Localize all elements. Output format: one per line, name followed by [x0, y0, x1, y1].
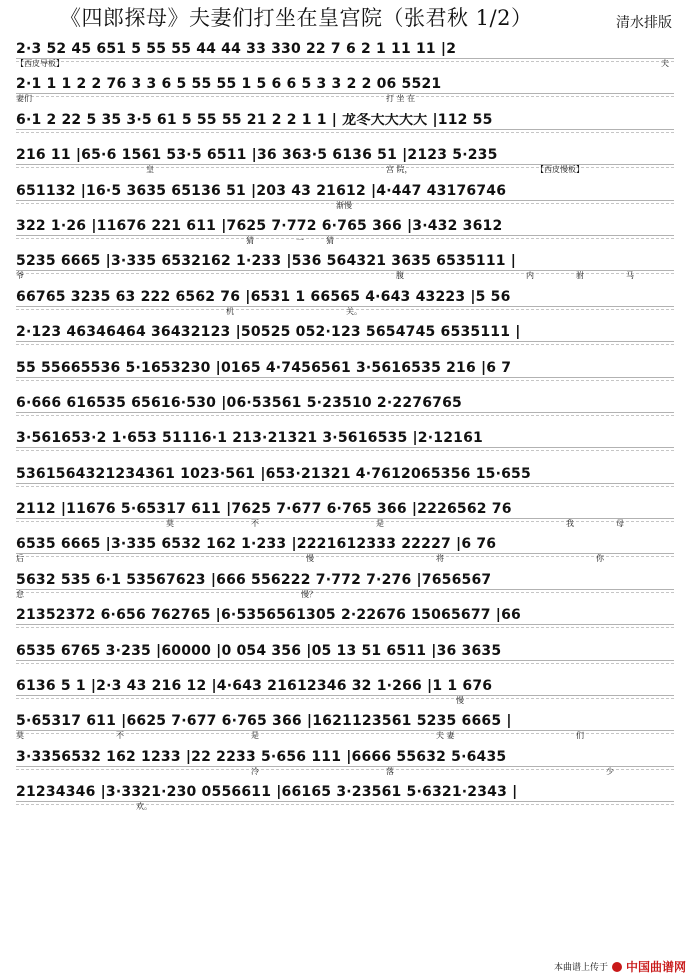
score-line	[16, 69, 674, 104]
lyric-text: 后	[16, 554, 24, 564]
beam-line	[16, 553, 674, 554]
beam-line	[16, 627, 674, 628]
beam-line	[16, 450, 674, 451]
notation-text: 2112 |11676 5·65317 611 |7625 7·677 6·765 366 |2226562 76	[16, 502, 512, 517]
typesetter-credit: 清水排版	[616, 15, 672, 31]
notation-text: 651132 |16·5 3635 65136 51 |203 43 21612 |4·447 43176746	[16, 183, 507, 198]
notation-text: 322 1·26 |11676 221 611 |7625 7·772 6·765 366 |3·432 3612	[16, 218, 503, 233]
beam-line	[16, 769, 674, 770]
lyric-text: 母	[616, 519, 624, 529]
lyric-text: 机	[226, 306, 234, 316]
notation-text: 5632 535 6·1 53567623 |666 556222 7·772 7·276 |7656567	[16, 572, 492, 587]
beam-line	[16, 132, 674, 133]
beam-line	[16, 804, 674, 805]
lyric-text: 欢。	[136, 802, 152, 812]
upload-note: 本曲谱上传于	[553, 963, 608, 973]
score-line	[16, 317, 674, 352]
notation-text: 21352372 6·656 762765 |6·5356561305 2·22676 15065677 |66	[16, 608, 521, 623]
beam-line	[16, 415, 674, 416]
site-logo-icon	[612, 962, 622, 972]
beam-line	[16, 589, 674, 590]
score-line	[16, 706, 674, 741]
lyric-text: 关。	[346, 306, 362, 316]
beam-line	[16, 695, 674, 696]
lyric-text: 夫 妻	[436, 731, 455, 741]
lyric-text: 我	[566, 519, 574, 529]
beam-line	[16, 344, 674, 345]
lyric-text: 【西皮慢板】	[536, 165, 584, 175]
lyric-text: 不	[251, 519, 259, 529]
beam-line	[16, 556, 674, 557]
score-line	[16, 176, 674, 211]
notation-text: 3·3356532 162 1233 |22 2233 5·656 111 |6666 55632 5·6435	[16, 749, 507, 764]
beam-line	[16, 486, 674, 487]
lyric-text: 猜	[326, 235, 334, 245]
score-line	[16, 777, 674, 812]
beam-line	[16, 93, 674, 94]
beam-line	[16, 660, 674, 661]
lyric-text: 猜	[246, 235, 254, 245]
lyric-text: 腹	[396, 271, 404, 281]
notation-text: 66765 3235 63 222 6562 76 |6531 1 66565 4·643 43223 |5 56	[16, 289, 511, 304]
score-line	[16, 140, 674, 175]
notation-text: 2·1 1 1 2 2 76 3 3 6 5 55 55 1 5 6 6 5 3 3 2 2 06 5521	[16, 77, 442, 92]
notation-text: 3·561653·2 1·653 51116·1 213·21321 3·5616535 |2·12161	[16, 431, 483, 446]
lyric-text: 莫	[16, 731, 24, 741]
site-logo-text: 中国曲谱网	[625, 960, 686, 974]
score-line	[16, 565, 674, 600]
beam-line	[16, 377, 674, 378]
lyric-text: 打 坐 在	[386, 94, 416, 104]
lyric-text: 一	[296, 235, 304, 245]
lyric-text: 将	[436, 554, 444, 564]
score-line	[16, 600, 674, 635]
beam-line	[16, 624, 674, 625]
lyric-text: 马	[626, 271, 634, 281]
beam-line	[16, 129, 674, 130]
lyric-text: 你	[596, 554, 604, 564]
beam-line	[16, 521, 674, 522]
lyric-text: 爷	[16, 271, 24, 281]
score-line	[16, 282, 674, 317]
score-line	[16, 529, 674, 564]
score-line	[16, 105, 674, 140]
beam-line	[16, 592, 674, 593]
lyric-text: 驸	[576, 271, 584, 281]
beam-line	[16, 96, 674, 97]
footer	[554, 958, 686, 975]
score-line	[16, 423, 674, 458]
lyric-text: 皇	[146, 165, 154, 175]
beam-line	[16, 483, 674, 484]
beam-line	[16, 801, 674, 802]
beam-line	[16, 766, 674, 767]
lyric-text: 是	[376, 519, 384, 529]
notation-text: 5·65317 611 |6625 7·677 6·765 366 |1621123561 5235 6665 |	[16, 714, 512, 729]
beam-line	[16, 58, 674, 59]
beam-line	[16, 663, 674, 664]
beam-line	[16, 306, 674, 307]
score-line	[16, 459, 674, 494]
notation-text: 21234346 |3·3321·230 0556611 |66165 3·23561 5·6321·2343 |	[16, 785, 518, 800]
score-line	[16, 742, 674, 777]
score-line	[16, 388, 674, 423]
page-title: 《四郎探母》夫妻们打坐在皇宫院（张君秋 1/2）	[60, 6, 533, 30]
notation-text: 6136 5 1 |2·3 43 216 12 |4·643 21612346 32 1·266 |1 1 676	[16, 679, 493, 694]
lyric-text: 慢	[306, 554, 314, 564]
lyric-text: 不	[116, 731, 124, 741]
notation-text: 6535 6665 |3·335 6532 162 1·233 |2221612333 22227 |6 76	[16, 537, 497, 552]
beam-line	[16, 341, 674, 342]
lyric-text: 少	[606, 766, 614, 776]
beam-line	[16, 698, 674, 699]
beam-line	[16, 309, 674, 310]
score-line	[16, 34, 674, 69]
beam-line	[16, 61, 674, 62]
notation-text: 5235 6665 |3·335 6532162 1·233 |536 564321 3635 6535111 |	[16, 254, 517, 269]
notation-text: 5361564321234361 1023·561 |653·21321 4·7612065356 15·655	[16, 466, 531, 481]
beam-line	[16, 518, 674, 519]
notation-text: 2·3 52 45 651 5 55 55 44 44 33 330 22 7 6 2 1 11 11 |2	[16, 42, 457, 56]
notation-text: 6·1 2 22 5 35 3·5 61 5 55 55 21 2 2 1 1 | 龙冬大大大大 |112 55	[16, 112, 493, 127]
score-line	[16, 671, 674, 706]
lyric-text: 慢	[456, 696, 464, 706]
notation-text: 216 11 |65·6 1561 53·5 6511 |36 363·5 6136 51 |2123 5·235	[16, 148, 498, 163]
lyric-text: 夫	[661, 59, 669, 68]
lyric-text: 宫 院，	[386, 165, 413, 175]
lyric-text: 妻们	[16, 94, 32, 104]
beam-line	[16, 412, 674, 413]
beam-line	[16, 447, 674, 448]
notation-text: 6·666 616535 65616·530 |06·53561 5·23510 2·2276765	[16, 395, 462, 410]
score-line	[16, 494, 674, 529]
lyric-text: 慢？	[301, 589, 317, 599]
lyric-text: 莫	[166, 519, 174, 529]
score-line	[16, 353, 674, 388]
score-line	[16, 636, 674, 671]
score-line	[16, 246, 674, 281]
score-body	[16, 34, 674, 813]
notation-text: 55 55665536 5·1653230 |0165 4·7456561 3·5616535 216 |6 7	[16, 360, 512, 375]
notation-text: 2·123 46346464 36432123 |50525 052·123 5654745 6535111 |	[16, 325, 521, 340]
lyric-text: 怠	[16, 589, 24, 599]
lyric-text: 落	[386, 766, 394, 776]
lyric-text: 是	[251, 731, 259, 741]
beam-line	[16, 235, 674, 236]
lyric-text: 内	[526, 271, 534, 281]
notation-text: 6535 6765 3·235 |60000 |0 054 356 |05 13 51 6511 |36 3635	[16, 643, 502, 658]
lyric-text: 【西皮导板】	[16, 59, 64, 68]
score-line	[16, 211, 674, 246]
beam-line	[16, 238, 674, 239]
lyric-text: 们	[576, 731, 584, 741]
lyric-text: 渐慢	[336, 200, 352, 210]
lyric-text: 冷	[251, 766, 259, 776]
beam-line	[16, 380, 674, 381]
